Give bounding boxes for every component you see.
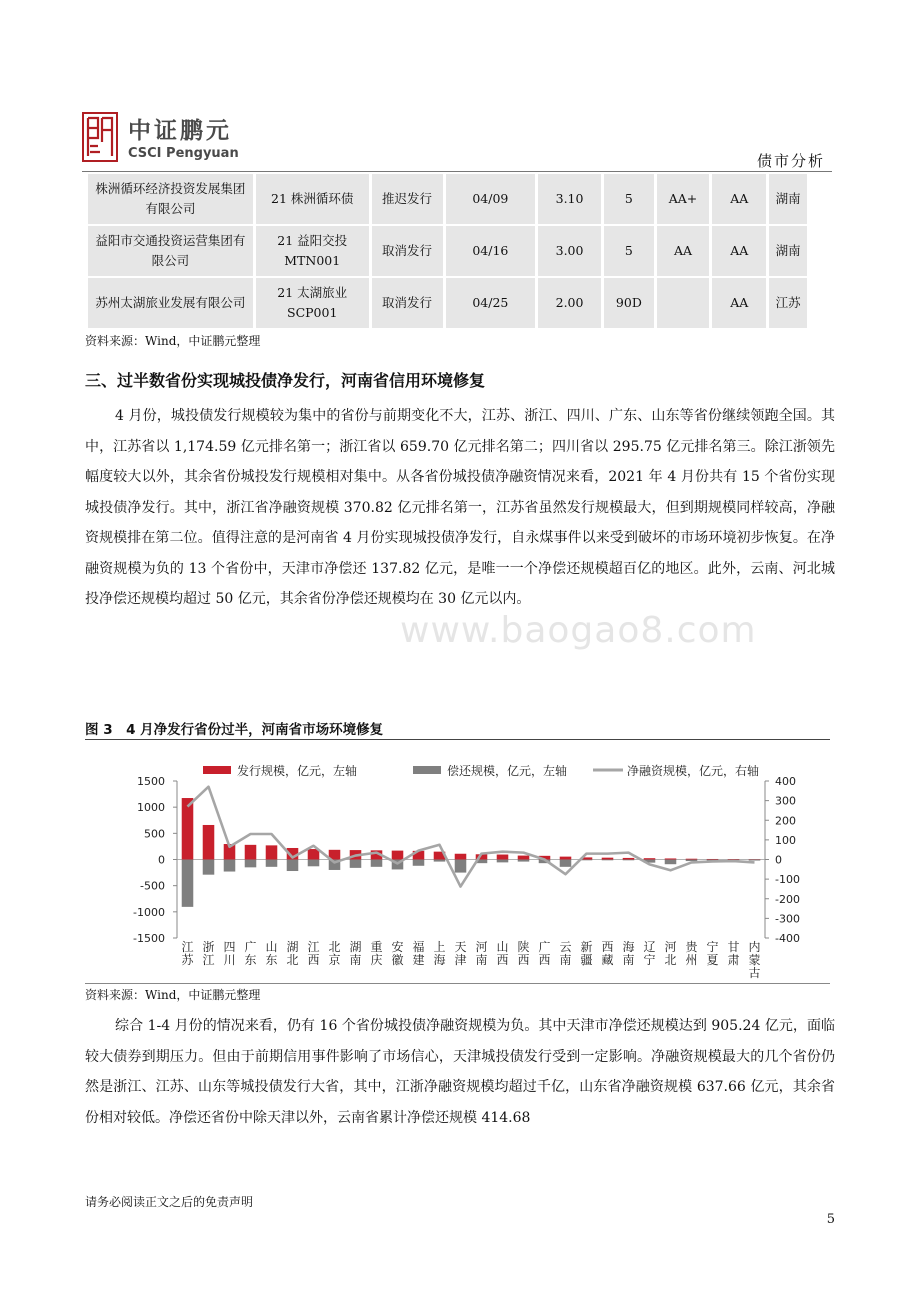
y-tick-left: 500 (144, 827, 165, 841)
bond-table (85, 172, 810, 330)
x-tick-label: 辽宁 (643, 940, 656, 967)
table-cell-date: 04/16 (446, 226, 536, 276)
x-tick-label: 江西 (307, 940, 320, 967)
table-cell-status: 取消发行 (372, 278, 443, 328)
bar (560, 860, 572, 867)
x-tick-label: 西藏 (601, 940, 614, 967)
y-tick-right: 100 (775, 833, 796, 847)
bar (182, 798, 194, 859)
disclaimer: 请务必阅读正文之后的免责声明 (85, 1195, 254, 1209)
x-tick-label: 重庆 (370, 940, 383, 967)
bar (350, 860, 362, 868)
y-tick-left: -500 (140, 879, 165, 893)
bar (182, 860, 194, 907)
table-cell-amount: 2.00 (538, 278, 601, 328)
table-cell-bond: 21 株洲循环债 (256, 174, 369, 224)
bar (518, 856, 530, 860)
x-tick-label: 云南 (559, 940, 572, 967)
table-cell-province: 江苏 (769, 278, 807, 328)
page-number: 5 (826, 1212, 835, 1227)
bar (623, 860, 635, 861)
legend-swatch (413, 766, 441, 774)
x-tick-label: 江苏 (181, 940, 194, 967)
figure-bottom-divider (85, 983, 830, 984)
bar (602, 860, 614, 861)
bar (665, 860, 677, 865)
table-cell-issuer: 株洲循环经济投资发展集团有限公司 (88, 174, 253, 224)
legend-label: 净融资规模，亿元，右轴 (627, 764, 760, 778)
x-tick-label: 海南 (622, 940, 635, 967)
y-tick-right: -400 (775, 932, 800, 945)
bar (749, 860, 761, 861)
y-tick-right: 200 (775, 814, 796, 828)
x-tick-label: 陕西 (517, 940, 530, 967)
y-tick-right: -200 (775, 892, 800, 906)
x-tick-label: 福建 (412, 940, 425, 967)
x-tick-label: 山东 (265, 940, 278, 967)
table-cell-bond-rating: AA+ (657, 174, 709, 224)
y-tick-right: 400 (775, 775, 796, 788)
table-cell-date: 04/25 (446, 278, 536, 328)
bar (203, 860, 215, 875)
table-cell-term: 90D (604, 278, 654, 328)
table-cell-province: 湖南 (769, 174, 807, 224)
x-tick-label: 河北 (664, 940, 677, 967)
y-tick-right: -100 (775, 873, 800, 887)
x-tick-label: 广东 (244, 940, 257, 967)
table-cell-status: 推迟发行 (372, 174, 443, 224)
net-financing-line (188, 787, 755, 887)
watermark: www.baogao8.com (400, 610, 757, 651)
figure-title: 图 3 4 月净发行省份过半，河南省市场环境修复 (85, 722, 384, 738)
bar (623, 858, 635, 860)
bar (224, 860, 236, 872)
table-cell-issuer: 益阳市交通投资运营集团有限公司 (88, 226, 253, 276)
bar (203, 825, 215, 860)
bar (371, 860, 383, 867)
y-tick-right: -300 (775, 912, 800, 926)
bar (665, 858, 677, 859)
table-cell-issuer-rating: AA (712, 174, 766, 224)
table-cell-issuer: 苏州太湖旅业发展有限公司 (88, 278, 253, 328)
bar (455, 854, 467, 860)
x-tick-label: 山西 (496, 940, 509, 967)
legend-label: 发行规模，亿元，左轴 (237, 764, 358, 778)
x-tick-label: 贵州 (685, 940, 698, 967)
y-tick-left: 0 (158, 853, 165, 867)
section-label: 债市分析 (756, 152, 825, 170)
bar (434, 860, 446, 862)
bar (245, 845, 257, 860)
table-cell-issuer-rating: AA (712, 226, 766, 276)
bar (644, 858, 656, 859)
x-tick-label: 甘肃 (727, 940, 740, 967)
y-tick-right: 300 (775, 794, 796, 808)
table-cell-issuer-rating: AA (712, 278, 766, 328)
x-tick-label: 湖北 (286, 940, 299, 967)
figure-divider (85, 739, 830, 740)
x-tick-label: 安徽 (391, 940, 404, 967)
x-tick-label: 北京 (328, 940, 341, 967)
bar (308, 860, 320, 867)
bar (392, 851, 404, 860)
x-tick-label: 新疆 (580, 940, 593, 967)
table-row (88, 226, 807, 276)
y-tick-right: 0 (775, 853, 782, 867)
bar (266, 860, 278, 867)
paragraph: 综合 1-4 月份的情况来看，仍有 16 个省份城投债净融资规模为负。其中天津市净偿还规模达到 905.24 亿元，面临较大债券到期压力。但由于前期信用事件影响了市场信心，天津城投债发行受到一定影响。净融资规模最大的几个省份仍然是浙江、江苏、山东等城投债发行大省，其中，江浙净融资规模均超过千亿，山东省净融资规模 637.66 亿元，其余省份相对较低。净偿还省份中除天津以外，云南省累计净偿还规模 414.68 (85, 1018, 835, 1126)
table-cell-date: 04/09 (446, 174, 536, 224)
bar (287, 860, 299, 872)
logo-icon (82, 112, 118, 162)
table-cell-amount: 3.00 (538, 226, 601, 276)
bar-line-chart (85, 742, 830, 982)
bar (560, 857, 572, 860)
legend-label: 偿还规模，亿元，左轴 (447, 764, 568, 778)
table-cell-term: 5 (604, 226, 654, 276)
section-heading: 三、过半数省份实现城投债净发行，河南省信用环境修复 (85, 371, 486, 390)
table-cell-bond: 21 太湖旅业 SCP001 (256, 278, 369, 328)
bar (581, 860, 593, 861)
bar (497, 860, 509, 863)
y-tick-left: 1500 (137, 775, 165, 788)
x-tick-label: 天津 (454, 940, 467, 967)
legend-swatch (203, 766, 231, 774)
table-cell-status: 取消发行 (372, 226, 443, 276)
paragraph: 4 月份，城投债发行规模较为集中的省份与前期变化不大，江苏、浙江、四川、广东、山东等省份继续领跑全国。其中，江苏省以 1,174.59 亿元排名第一；浙江省以 659.70 亿元排名第二；四川省以 295.75 亿元排名第三。除江浙领先幅度较大以外，其余省份城投发行规模相对集中。从各省份城投债净融资情况来看，2021 年 4 月份共有 15 个省份实现城投债净发行。其中，浙江省净融资规模 370.82 亿元排名第一，江苏省虽然发行规模最大，但到期规模同样较高，净融资规模排在第二位。值得注意的是河南省 4 月份实现城投债净发行，自永煤事件以来受到破坏的市场环境初步恢复。在净融资规模为负的 13 个省份中，天津市净偿还 137.82 亿元，是唯一一个净偿还规模超百亿的地区。此外，云南、河北城投净偿还规模均超过 50 亿元，其余省份净偿还规模均在 30 亿元以内。 (85, 408, 835, 607)
x-tick-label: 上海 (433, 940, 446, 967)
table-cell-amount: 3.10 (538, 174, 601, 224)
table-row (88, 174, 807, 224)
x-tick-label: 浙江 (202, 940, 215, 967)
bar (413, 860, 425, 866)
bar (686, 860, 698, 862)
x-tick-label: 宁夏 (706, 940, 719, 967)
bar (266, 845, 278, 859)
y-tick-left: -1000 (133, 905, 165, 919)
logo-subtitle: CSCI Pengyuan (128, 146, 239, 161)
table-cell-bond-rating: AA (657, 226, 709, 276)
bar (245, 860, 257, 868)
table-source: 资料来源：Wind，中证鹏元整理 (85, 334, 261, 348)
x-tick-label: 河南 (475, 940, 488, 967)
bar (518, 860, 530, 862)
x-tick-label: 四川 (223, 940, 236, 967)
bar (602, 858, 614, 860)
bar (497, 855, 509, 860)
bar (686, 859, 698, 860)
table-cell-term: 5 (604, 174, 654, 224)
logo-title: 中证鹏元 (128, 118, 232, 144)
table-cell-bond-rating (657, 278, 709, 328)
table-cell-province: 湖南 (769, 226, 807, 276)
figure-source: 资料来源：Wind，中证鹏元整理 (85, 988, 261, 1002)
table-cell-bond: 21 益阳交投 MTN001 (256, 226, 369, 276)
x-tick-label: 湖南 (349, 940, 362, 967)
y-tick-left: -1500 (133, 932, 165, 945)
bar (455, 860, 467, 873)
x-tick-label: 广西 (538, 940, 551, 967)
y-tick-left: 1000 (137, 801, 165, 815)
table-row (88, 278, 807, 328)
x-tick-label: 内蒙古 (748, 940, 761, 980)
